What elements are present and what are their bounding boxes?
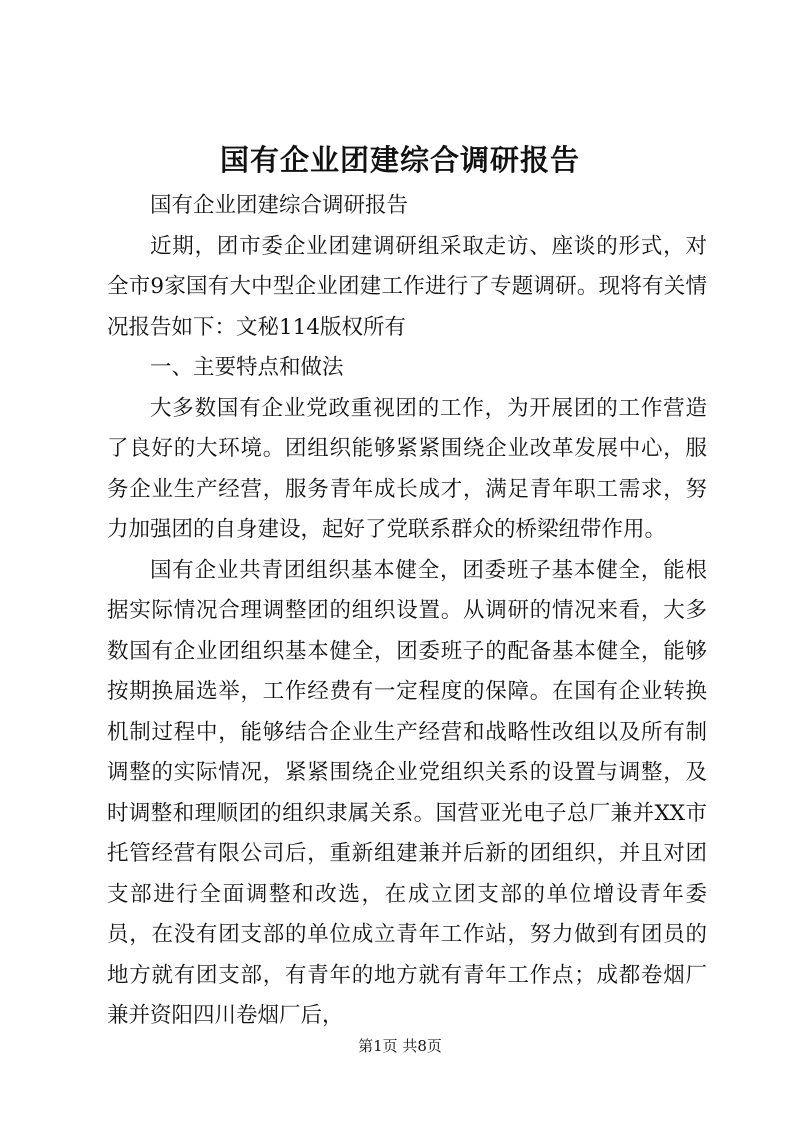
paragraph-intro: 近期，团市委企业团建调研组采取走访、座谈的形式，对全市9家国有大中型企业团建工作进行了专题调研。现将有关情况报告如下：文秘114版权所有 [107,233,707,340]
document-title: 国有企业团建综合调研报告 [219,143,580,177]
section-heading: 一、主要特点和做法 [150,355,344,380]
paragraph: 国有企业共青团组织基本健全，团委班子基本健全，能根据实际情况合理调整团的组织设置。从调研的情况来看，大多数国有企业团组织基本健全，团委班子的配备基本健全，能够按期换届选举，工作经费有一定程度的保障。在国有企业转换机制过程中，能够结合企业生产经营和战略性改组以及所有制调整的实际情况，紧紧围绕企业党组织关系的设置与调整，及时调整和理顺团的组织隶属关系。国营亚光电子总厂兼并XX市托管经营有限公司后，重新组建兼并后新的团组织，并且对团支部进行全面调整和改选，在成立团支部的单位增设青年委员，在没有团支部的单位成立青年工作站，努力做到有团员的地方就有团支部，有青年的地方就有青年工作点；成都卷烟厂兼并资阳四川卷烟厂后， [107,557,707,1028]
paragraph-subtitle: 国有企业团建综合调研报告 [150,193,409,218]
page-footer: 第1页 共8页 [358,1037,442,1055]
document-body [107,186,707,1037]
paragraph: 大多数国有企业党政重视团的工作，为开展团的工作营造了良好的大环境。团组织能够紧紧围绕企业改革发展中心，服务企业生产经营，服务青年成长成才，满足青年职工需求，努力加强团的自身建设，起好了党联系群众的桥梁纽带作用。 [107,395,707,542]
